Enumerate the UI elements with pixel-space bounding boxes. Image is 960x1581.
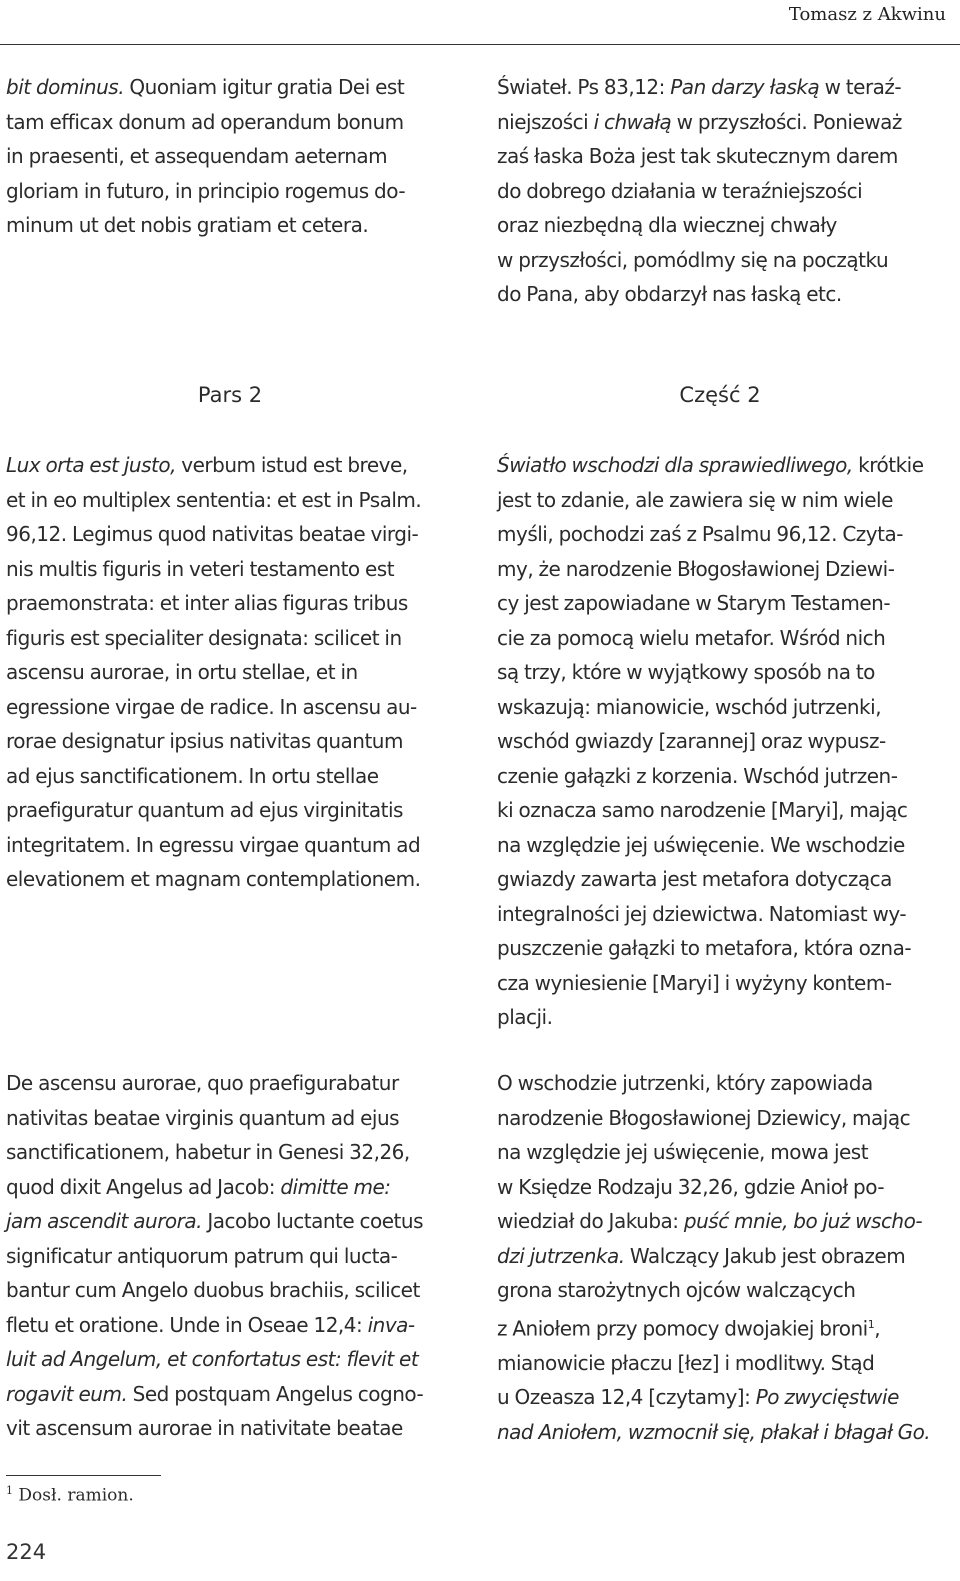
text-run: tam efficax donum ad operandum bonum — [6, 109, 404, 134]
text-run: placji. — [497, 1005, 553, 1029]
text-line — [6, 621, 476, 656]
text-line — [497, 897, 955, 932]
italic-text: nad Aniołem, wzmocnił się, płakał i błagał Go. — [497, 1419, 931, 1444]
text-run: ascensu aurorae, in ortu stellae, et in — [6, 660, 358, 684]
text-run: w przyszłości. Ponieważ — [671, 109, 902, 134]
text-run: integralności jej dziewictwa. Natomiast wy- — [497, 901, 907, 926]
italic-text: puść mnie, bo już wscho- — [683, 1209, 923, 1233]
text-run: minum ut det nobis gratiam et cetera. — [6, 213, 369, 237]
text-line — [6, 1170, 476, 1205]
italic-text: Po zwycięstwie — [755, 1385, 899, 1410]
text-run: narodzenie Błogosławionej Dziewicy, mając — [497, 1105, 911, 1130]
text-run: elevationem et magnam contemplationem. — [6, 867, 421, 891]
text-run: figuris est specialiter designata: scilicet in — [6, 625, 402, 650]
text-run: krótkie — [852, 453, 924, 477]
text-run: Świateł. Ps 83,12: — [497, 75, 671, 99]
text-line — [497, 793, 955, 828]
text-run: praefiguratur quantum ad ejus virginitatis — [6, 798, 403, 822]
text-line — [6, 517, 476, 552]
text-line — [6, 139, 476, 174]
text-run: oraz niezbędną dla wiecznej chwały — [497, 213, 837, 237]
text-line — [497, 1101, 955, 1136]
text-line — [6, 1411, 476, 1446]
text-run: Walczący Jakub jest obrazem — [624, 1243, 906, 1268]
text-line — [6, 759, 476, 794]
text-run: czenie gałązki z korzenia. Wschód jutrzen- — [497, 763, 898, 788]
latin-block-2 — [6, 448, 476, 897]
text-line — [497, 1170, 955, 1205]
running-header — [0, 0, 960, 45]
text-line — [497, 1346, 955, 1381]
footnote-text: Dosł. ramion. — [18, 1485, 134, 1506]
text-line — [6, 586, 476, 621]
text-run: De ascensu aurorae, quo praefigurabatur — [6, 1071, 399, 1095]
text-run: u Ozeasza 12,4 [czytamy]: — [497, 1385, 756, 1410]
text-line — [6, 828, 476, 863]
text-run: rorae designatur ipsius nativitas quantum — [6, 729, 403, 753]
text-run: praemonstrata: et inter alias figuras tribus — [6, 591, 408, 615]
text-line — [497, 1308, 955, 1346]
text-run: sanctificationem, habetur in Genesi 32,26, — [6, 1140, 410, 1164]
header-title: Tomasz z Akwinu — [788, 4, 946, 25]
text-line — [497, 483, 955, 518]
text-line — [497, 517, 955, 552]
text-run: quod dixit Angelus ad Jacob: — [6, 1174, 281, 1199]
text-line — [497, 1000, 955, 1035]
text-run: cie za pomocą wielu metafor. Wśród nich — [497, 625, 886, 650]
text-line — [497, 552, 955, 587]
text-run: myśli, pochodzi zaś z Psalmu 96,12. Czyta- — [497, 522, 903, 546]
text-run: Jacobo luctante coetus — [201, 1209, 423, 1233]
italic-text: Lux orta est justo, — [6, 453, 176, 477]
italic-text: jam ascendit aurora. — [6, 1209, 202, 1233]
latin-block-3 — [6, 1066, 476, 1446]
text-run: w przyszłości, pomódlmy się na początku — [497, 247, 889, 272]
text-run: wskazują: mianowicie, wschód jutrzenki, — [497, 694, 882, 719]
text-line — [497, 1204, 955, 1239]
text-line — [6, 208, 476, 243]
text-run: cy jest zapowiadane w Starym Testamen- — [497, 591, 891, 615]
text-line — [6, 70, 476, 105]
polish-block-1 — [497, 70, 955, 312]
text-line — [497, 1066, 955, 1101]
text-line — [6, 105, 476, 140]
text-run: vit ascensum aurorae in nativitate beatae — [6, 1416, 403, 1440]
polish-block-2 — [497, 448, 955, 1035]
text-line — [6, 483, 476, 518]
text-run: z Aniołem przy pomocy dwojakiej broni — [497, 1316, 868, 1341]
text-line — [497, 690, 955, 725]
italic-text: bit dominus. — [6, 75, 125, 99]
text-run: verbum istud est breve, — [175, 453, 408, 477]
footnote-ref: 1 — [867, 1317, 875, 1331]
text-line — [497, 139, 955, 174]
text-line — [497, 105, 955, 140]
text-line — [6, 552, 476, 587]
italic-text: Pan darzy łaską — [670, 75, 820, 99]
text-line — [497, 1273, 955, 1308]
text-run: O wschodzie jutrzenki, który zapowiada — [497, 1071, 873, 1095]
text-line — [497, 1380, 955, 1415]
text-run: in praesenti, et assequendam aeternam — [6, 144, 388, 168]
text-line — [497, 759, 955, 794]
text-line — [497, 621, 955, 656]
text-line — [497, 1239, 955, 1274]
text-line — [497, 1135, 955, 1170]
text-run: Quoniam igitur gratia Dei est — [124, 75, 405, 99]
italic-text: dzi jutrzenka. — [497, 1243, 625, 1268]
text-run: , — [874, 1316, 881, 1341]
text-line — [6, 1308, 476, 1343]
text-line — [497, 966, 955, 1001]
text-run: wschód gwiazdy [zarannej] oraz wypusz- — [497, 729, 886, 753]
text-run: gloriam in futuro, in principio rogemus do- — [6, 178, 406, 203]
italic-text: i chwałą — [593, 109, 672, 134]
text-run: w Księdze Rodzaju 32,26, gdzie Anioł po- — [497, 1174, 885, 1199]
text-run: w teraź- — [819, 75, 902, 99]
footnote — [6, 1484, 134, 1506]
text-line — [6, 1204, 476, 1239]
text-line — [497, 174, 955, 209]
text-run: ad ejus sanctificationem. In ortu stellae — [6, 763, 379, 788]
text-run: mianowicie płaczu [łez] i modlitwy. Stąd — [497, 1350, 875, 1375]
text-line — [497, 655, 955, 690]
text-run: puszczenie gałązki to metafora, która ozna- — [497, 936, 912, 960]
text-run: wiedział do Jakuba: — [497, 1209, 684, 1233]
italic-text: Światło wschodzi dla sprawiedliwego, — [497, 453, 853, 477]
italic-text: inva- — [367, 1312, 415, 1337]
text-line — [6, 1342, 476, 1377]
text-run: niejszości — [497, 109, 594, 134]
text-line — [497, 586, 955, 621]
text-run: my, że narodzenie Błogosławionej Dziewi- — [497, 556, 895, 581]
text-run: significatur antiquorum patrum qui lucta- — [6, 1243, 398, 1268]
text-line — [6, 1101, 476, 1136]
text-run: są trzy, które w wyjątkowy sposób na to — [497, 660, 875, 684]
text-run: grona starożytnych ojców walczących — [497, 1278, 856, 1302]
text-run: gwiazdy zawarta jest metafora dotycząca — [497, 867, 892, 891]
text-line — [6, 1135, 476, 1170]
text-line — [6, 862, 476, 897]
text-run: bantur cum Angelo duobus brachiis, scilicet — [6, 1278, 420, 1302]
text-run: 96,12. Legimus quod nativitas beatae virgi- — [6, 522, 419, 546]
text-line — [497, 828, 955, 863]
italic-text: dimitte me: — [280, 1174, 391, 1199]
text-line — [497, 243, 955, 278]
footnote-marker: 1 — [6, 1484, 13, 1497]
text-line — [497, 724, 955, 759]
text-line — [497, 862, 955, 897]
text-run: do dobrego działania w teraźniejszości — [497, 178, 863, 203]
text-line — [497, 448, 955, 483]
italic-text: luit ad Angelum, et confortatus est: flevit et — [6, 1347, 419, 1371]
text-line — [6, 1066, 476, 1101]
latin-section-heading: Pars 2 — [197, 383, 263, 407]
latin-block-1 — [6, 70, 476, 243]
text-line — [497, 277, 955, 312]
text-run: do Pana, aby obdarzył nas łaską etc. — [497, 282, 842, 306]
text-run: jest to zdanie, ale zawiera się w nim wiele — [497, 487, 893, 512]
text-run: integritatem. In egressu virgae quantum ad — [6, 832, 421, 857]
text-run: na względzie jej uświęcenie. We wschodzie — [497, 832, 905, 857]
text-line — [497, 70, 955, 105]
text-run: et in eo multiplex sententia: et est in Psalm. — [6, 487, 422, 512]
text-line — [6, 1273, 476, 1308]
text-line — [6, 174, 476, 209]
text-line — [6, 1377, 476, 1412]
text-line — [497, 208, 955, 243]
text-run: na względzie jej uświęcenie, mowa jest — [497, 1140, 869, 1164]
text-run: nis multis figuris in veteri testamento est — [6, 556, 395, 581]
text-run: nativitas beatae virginis quantum ad ejus — [6, 1105, 400, 1130]
text-line — [6, 1239, 476, 1274]
polish-section-heading: Część 2 — [679, 383, 761, 407]
text-line — [497, 1415, 955, 1450]
text-line — [497, 931, 955, 966]
page-number: 224 — [6, 1540, 47, 1564]
text-line — [6, 655, 476, 690]
text-line — [6, 793, 476, 828]
text-line — [6, 448, 476, 483]
text-line — [6, 690, 476, 725]
italic-text: rogavit eum. — [6, 1381, 128, 1406]
text-run: ki oznacza samo narodzenie [Maryi], mając — [497, 798, 908, 822]
text-run: fletu et oratione. Unde in Oseae 12,4: — [6, 1312, 368, 1337]
text-run: egressione virgae de radice. In ascensu au- — [6, 694, 417, 719]
text-run: zaś łaska Boża jest tak skutecznym darem — [497, 144, 898, 168]
footnote-divider — [6, 1475, 161, 1476]
text-run: cza wyniesienie [Maryi] i wyżyny kontem- — [497, 970, 892, 995]
text-line — [6, 724, 476, 759]
polish-block-3 — [497, 1066, 955, 1449]
text-run: Sed postquam Angelus cogno- — [127, 1381, 424, 1406]
